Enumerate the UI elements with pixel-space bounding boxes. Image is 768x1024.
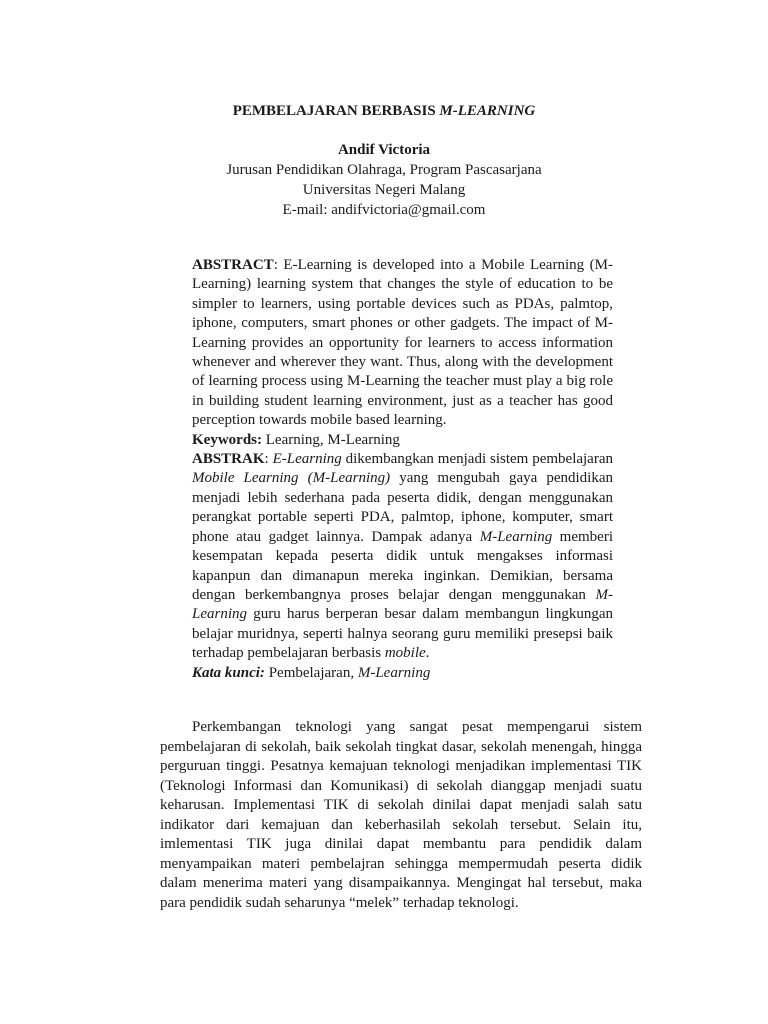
paper-title-italic: M-LEARNING [439, 103, 536, 119]
author-email: E-mail: andifvictoria@gmail.com [282, 202, 486, 218]
author-name: Andif Victoria [337, 142, 431, 158]
abstract-section [192, 256, 613, 683]
abstract-indonesian: ABSTRAK: E-Learning dikembangkan menjadi sistem pembelajaran Mobile Learning (M-Learning) yang mengubah gaya pendidikan menjadi lebih sederhana pada peserta didik, dengan menggunakan perangkat portable seperti PDA, palmtop, iphone, komputer, smart phone atau gadget lainnya. Dampak adanya M-Learning memberi kesempatan kepada peserta didik untuk mengakses informasi kapanpun dan dimanapun mereka inginkan. Demikian, bersama dengan berkembangnya proses belajar dengan menggunakan M-Learning guru harus berperan besar dalam membangun lingkungan belajar muridnya, seperti halnya seorang guru memiliki presepsi baik terhadap pembelajaran berbasis mobile. [192, 451, 614, 662]
kata-kunci-label: Kata kunci: [192, 664, 265, 681]
keywords-indonesian: Kata kunci: Pembelajaran, M-Learning [192, 664, 431, 681]
paper-title: PEMBELAJARAN BERBASIS M-LEARNING [232, 103, 536, 119]
body-section [160, 718, 642, 913]
author-affiliation-2: Universitas Negeri Malang [302, 182, 466, 198]
abstract-english: ABSTRACT: E-Learning is developed into a Mobile Learning (M-Learning) learning system that changes the style of education to be simpler to learners, using portable devices such as PDAs, palmtop, iphone, computers, smart phones or other gadgets. The impact of M-Learning provides an opportunity for learners to access information whenever and wherever they want. Thus, along with the development of learning process using M-Learning the teacher must play a big role in building student learning environment, just as a teacher has good perception towards mobile based learning. [192, 257, 613, 429]
body-paragraph: Perkembangan teknologi yang sangat pesat mempengarui sistem pembelajaran di sekolah, baik sekolah tingkat dasar, sekolah menengah, hingga perguruan tinggi. Pesatnya kemajuan teknologi menjadikan implementasi TIK (Teknologi Informasi dan Komunikasi) di sekolah dianggap menjadi suatu keharusan. Implementasi TIK di sekolah dinilai dapat menjadi salah satu indikator dari kemajuan dan keberhasilah sekolah tersebut. Selain itu, imlementasi TIK juga dinilai dapat membantu para pendidik dalam menyampaikan materi pembelajran sehingga mempermudah peserta didik dalam menerima materi yang disampaikannya. Mengingat hal tersebut, maka para pendidik sudah seharunya “melek” terhadap teknologi. [160, 719, 642, 911]
keywords-label: Keywords: [192, 431, 262, 448]
abstract-label: ABSTRACT [192, 257, 274, 273]
abstrak-label: ABSTRAK [192, 451, 265, 468]
author-block [0, 140, 768, 220]
keywords-english: Keywords: Learning, M-Learning [192, 431, 400, 448]
author-affiliation-1: Jurusan Pendidikan Olahraga, Program Pascasarjana [226, 162, 542, 178]
